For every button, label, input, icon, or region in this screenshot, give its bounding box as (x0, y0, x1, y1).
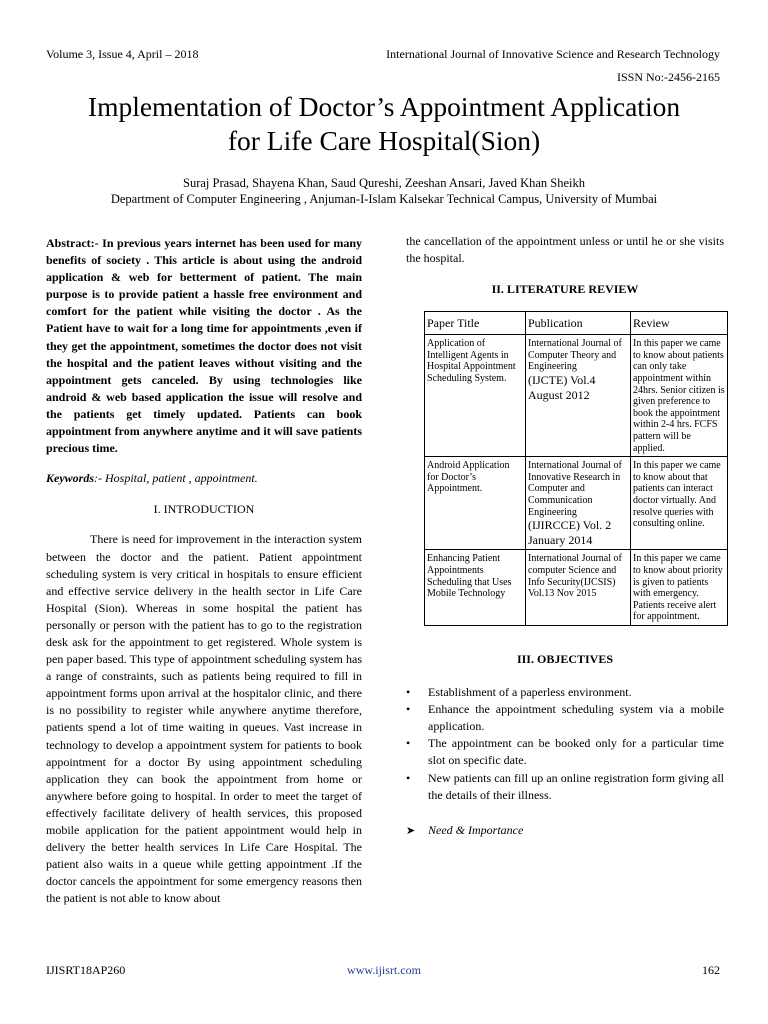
section-heading-objectives: III. OBJECTIVES (516, 651, 614, 666)
table-cell-review: In this paper we came to know about that patients can interact doctor virtually. And resolve queries with consulting online. (631, 457, 728, 550)
table-cell-publication (526, 457, 631, 550)
list-item: • Enhance the appointment scheduling system via a mobile application. (406, 701, 724, 735)
website-link[interactable]: www.ijisrt.com (347, 963, 421, 977)
introduction-text: There is need for improvement in the interaction system between the doctor and the patient. Patient appointment scheduling system is very critical in hospitals to ensure efficient and effective service delivery in the health sector in Life Care Hospital (Sion). Whereas in some hospital the patient has personally or person with the patient has to go to the registration desk ask for the appointment to get registered. Whole system is pen paper based. This type of appointment scheduling system has a range of constraints, such as patients being required to fill in appointment forms upon arrival at the hospitalor clinic, and there is no possibility to register while anywhere anytime therefore, patients spend a lot of time waiting in queues. Vast increase in technology to develop a appointment system for patients to book appointment for a doctor By using appointment scheduling application they can book the appointment from home or anywhere before going to hospital. In order to meet the target of effectively facilitate delivery of health services, this proposed mobile application for the patient appointment would help in delivery the better health services In Life Care Hospital. The patient also waits in a queue while getting appointment .If the doctor cancels the appointment for some emergency reasons then the patient is not able to know about (46, 532, 362, 906)
table-row (425, 457, 728, 550)
publication-volume: (IJIRCCE) Vol. 2 January 2014 (528, 518, 612, 547)
table-cell-title: Application of Intelligent Agents in Hospital Appointment Scheduling System. (425, 335, 526, 457)
paper-id: IJISRT18AP260 (46, 963, 126, 977)
keywords-text: :- Hospital, patient , appointment. (94, 471, 258, 486)
literature-table (424, 311, 728, 626)
volume-info: Volume 3, Issue 4, April – 2018 (46, 47, 199, 61)
subsection-label: Need & Importance (428, 822, 524, 837)
subsection-need-importance (406, 822, 724, 840)
arrow-bullet-icon: ➤ (406, 824, 416, 837)
table-header: Paper Title (425, 312, 526, 335)
left-column (46, 235, 362, 907)
keywords (46, 470, 362, 487)
paper-title (30, 90, 738, 158)
list-item: • The appointment can be booked only for a particular time slot on specific date. (406, 735, 724, 769)
publication-name: International Journal of Innovative Research in Computer and Communication Engineering (528, 460, 622, 518)
publication-volume: (IJCTE) Vol.4 August 2012 (528, 373, 596, 402)
table-cell-title: Enhancing Patient Appointments Scheduling that Uses Mobile Technology (425, 550, 526, 626)
issn: ISSN No:-2456-2165 (616, 70, 720, 84)
title-line-2: for Life Care Hospital(Sion) (227, 125, 541, 156)
table-header-row (425, 312, 728, 335)
table-header: Review (631, 312, 728, 335)
department: Department of Computer Engineering , Anjuman-I-Islam Kalsekar Technical Campus, University of Mumbai (110, 192, 658, 206)
journal-name: International Journal of Innovative Science and Research Technology (386, 47, 720, 61)
table-cell-review: In this paper we came to know about priority is given to patients with emergency. Patients receive alert for appointment. (631, 550, 728, 626)
table-cell-publication: International Journal of computer Science and Info Security(IJCSIS) Vol.13 Nov 2015 (526, 550, 631, 626)
table-cell-review: In this paper we came to know about patients can only take appointment within 24hrs. Senior citizen is given preference to book the appointment within 2-4 hrs. FCFS pattern will be applied. (631, 335, 728, 457)
title-line-1: Implementation of Doctor’s Appointment Application (87, 91, 681, 122)
table-row (425, 335, 728, 457)
page-number: 162 (702, 963, 720, 977)
section-heading-introduction: I. INTRODUCTION (153, 502, 255, 517)
list-item: • New patients can fill up an online registration form giving all the details of their illness. (406, 770, 724, 804)
table-header: Publication (526, 312, 631, 335)
keywords-label: Keywords (46, 471, 94, 486)
authors: Suraj Prasad, Shayena Khan, Saud Qureshi, Zeeshan Ansari, Javed Khan Sheikh (183, 176, 585, 190)
right-column (406, 233, 724, 840)
section-heading-literature-review: II. LITERATURE REVIEW (491, 282, 639, 297)
table-cell-publication (526, 335, 631, 457)
list-item: • Establishment of a paperless environment. (406, 684, 724, 701)
table-cell-title: Android Application for Doctor’s Appointment. (425, 457, 526, 550)
continuation-text: the cancellation of the appointment unless or until he or she visits the hospital. (406, 234, 724, 266)
objectives-list (406, 684, 724, 804)
table-row (425, 550, 728, 626)
abstract: Abstract:- In previous years internet has been used for many benefits of society . This article is about using the android application & web for betterment of patient. The main purpose is to provide patient a hassle free environment and comfort for the patient while visiting the doctor . As the Patient have to wait for a long time for appointments ,even if they get the appointment, sometimes the doctor does not visit the hospital and the patient leaves without visiting and the appointment gets canceled. By using technologies like android & web based application the issue will resolve and the patients get timely updated. Patients can book appointment from anywhere anytime and it will save patients precious time. (46, 236, 362, 456)
publication-name: International Journal of Computer Theory and Engineering (528, 338, 622, 373)
